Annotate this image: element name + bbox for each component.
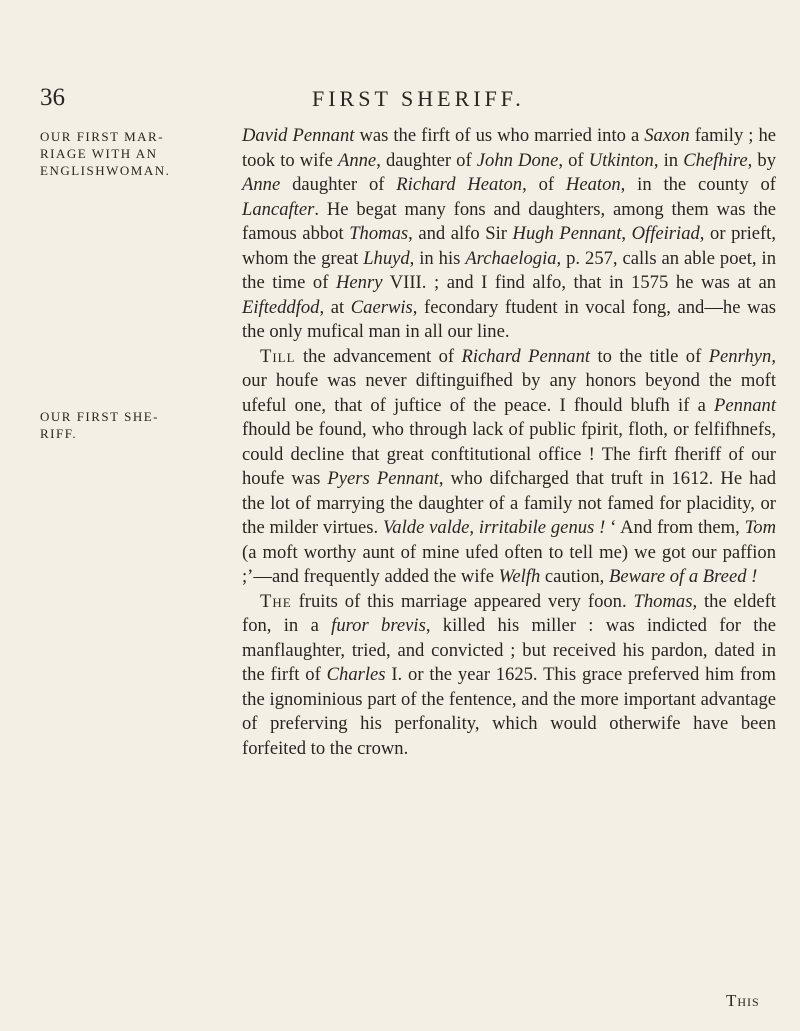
margin-note-line: RIAGE WITH AN bbox=[40, 146, 158, 161]
margin-note-line: RIFF. bbox=[40, 426, 78, 441]
margin-note-first-sheriff bbox=[40, 408, 230, 442]
paragraph-first-sheriff: Till the advancement of Richard Pennant to the title of Penrhyn, our houfe was never diftinguifhed by any honors beyond the moft ufeful one, that of juftice of the peace. I fhould blufh if a Pennant fhould be found, who through lack of public fpirit, floth, or felfifhnefs, could decline that great conftitutional office ! The firft fheriff of our houfe was Pyers Pennant, who difcharged that truft in 1612. He had the lot of marrying the daughter of a family not famed for placidity, or the milder virtues. Valde valde, irritabile genus ! ‘ And from them, Tom (a moft worthy aunt of mine ufed often to tell me) we got our paffion ;’—and frequently added the wife Welfh caution, Beware of a Breed ! bbox=[242, 345, 776, 587]
paragraph-marriage-fruits: The fruits of this marriage appeared very foon. Thomas, the eldeft fon, in a furor brevis, killed his miller : was indicted for the manflaughter, tried, and convicted ; but received his pardon, dated in the firft of Charles I. or the year 1625. This grace preferved him from the ignominious part of the fentence, and the more important advantage of preferving his perfonality, which would otherwife have been forfeited to the crown. bbox=[242, 590, 776, 759]
page-number: 36 bbox=[40, 84, 65, 111]
paragraph-david-pennant: David Pennant was the firft of us who married into a Saxon family ; he took to wife Anne, daughter of John Done, of Utkinton, in Chefhire, by Anne daughter of Richard Heaton, of Heaton, in the county of Lancafter. He begat many fons and daughters, among them was the famous abbot Thomas, and alfo Sir Hugh Pennant, Offeiriad, or prieft, whom the great Lhuyd, in his Archaelogia, p. 257, calls an able poet, in the time of Henry VIII. ; and I find alfo, that in 1575 he was at an Eifteddfod, at Caerwis, fecondary ftudent in vocal fong, and—he was the only mufical man in all our line. bbox=[242, 125, 777, 342]
catchword: This bbox=[726, 991, 760, 1010]
body-text bbox=[242, 124, 776, 761]
margin-note-line: ENGLISHWOMAN. bbox=[40, 163, 171, 178]
margin-note-line: OUR FIRST SHE- bbox=[40, 409, 160, 424]
running-head: FIRST SHERIFF. bbox=[312, 86, 525, 111]
margin-note-line: OUR FIRST MAR- bbox=[40, 129, 165, 144]
margin-note-first-marriage bbox=[40, 128, 230, 179]
